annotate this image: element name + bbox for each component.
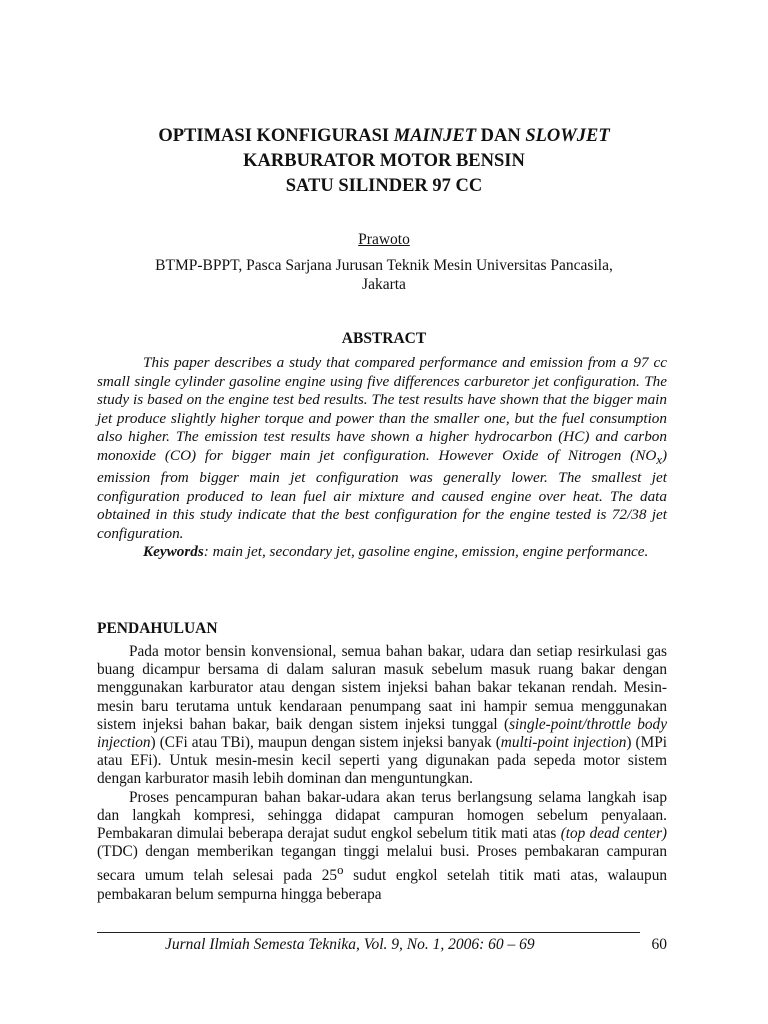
footer-rule: [97, 932, 640, 933]
title-line-1: OPTIMASI KONFIGURASI MAINJET DAN SLOWJET: [158, 126, 610, 146]
page-number: 60: [651, 936, 667, 953]
title-line-3: SATU SILINDER 97 CC: [285, 176, 483, 196]
paper-title: [96, 124, 672, 199]
author-name: Prawoto: [358, 231, 410, 248]
abstract-body: [97, 354, 667, 562]
abstract-heading: ABSTRACT: [341, 330, 427, 347]
abstract-paragraph: This paper describes a study that compared performance and emission from a 97 cc small single cylinder gasoline engine using five differences carburetor jet configuration. The study is based on the engine test bed results. The test results have shown that the bigger main jet produce slightly higher torque and power than the smaller one, but the fuel consumption also higher. The emission test results have shown a higher hydrocarbon (HC) and carbon monoxide (CO) for bigger main jet configuration. However Oxide of Nitrogen $(NO_x)$ emission from bigger main jet configuration was generally lower. The smallest jet configuration produced to lean fuel air mixture and caused engine over heat. The data obtained in this study indicate that the best configuration for the engine tested is 72/38 jet configuration.: [97, 354, 667, 542]
keywords-label: Keywords: [143, 543, 204, 561]
title-line-2: KARBURATOR MOTOR BENSIN: [243, 151, 525, 171]
keywords: [97, 543, 667, 562]
keywords-text: : main jet, secondary jet, gasoline engine, emission, engine performance.: [203, 543, 649, 561]
paragraph-2: Proses pencampuran bahan bakar-udara akan terus berlangsung selama langkah isap dan langkah kompresi, sehingga didapat campuran homogen sebelum penyalaan. Pembakaran dimulai beberapa derajat sudut engkol sebelum titik mati atas (top dead center) (TDC) dengan memberikan tegangan tinggi melalui busi. Proses pembakaran campuran secara umum telah selesai pada 25$^o$ sudut engkol setelah titik mati atas, walaupun pembakaran belum sempurna hingga beberapa: [97, 788, 668, 903]
journal-citation: Jurnal Ilmiah Semesta Teknika, Vol. 9, No. 1, 2006: 60 – 69: [165, 936, 535, 953]
section-heading: PENDAHULUAN: [97, 620, 218, 637]
paragraph-1: Pada motor bensin konvensional, semua bahan bakar, udara dan setiap resirkulasi gas buang dicampur bersama di dalam saluran masuk sebelum masuk ruang bakar dengan menggunakan karburator atau dengan sistem injeksi bahan bakar tekanan rendah. Mesin-mesin baru terutama untuk kendaraan penumpang saat ini hampir semua menggunakan sistem injeksi bahan bakar, baik dengan sistem injeksi tunggal (single-point/throttle body injection) (CFi atau TBi), maupun dengan sistem injeksi banyak (multi-point injection) (MPi atau EFi). Untuk mesin-mesin kecil seperti yang digunakan pada sepeda motor sistem dengan karburator masih lebih dominan dan menguntungkan.: [97, 643, 667, 788]
author-affiliation: BTMP-BPPT, Pasca Sarjana Jurusan Teknik Mesin Universitas Pancasila, Jakarta: [155, 257, 613, 293]
section-body: [97, 643, 667, 904]
